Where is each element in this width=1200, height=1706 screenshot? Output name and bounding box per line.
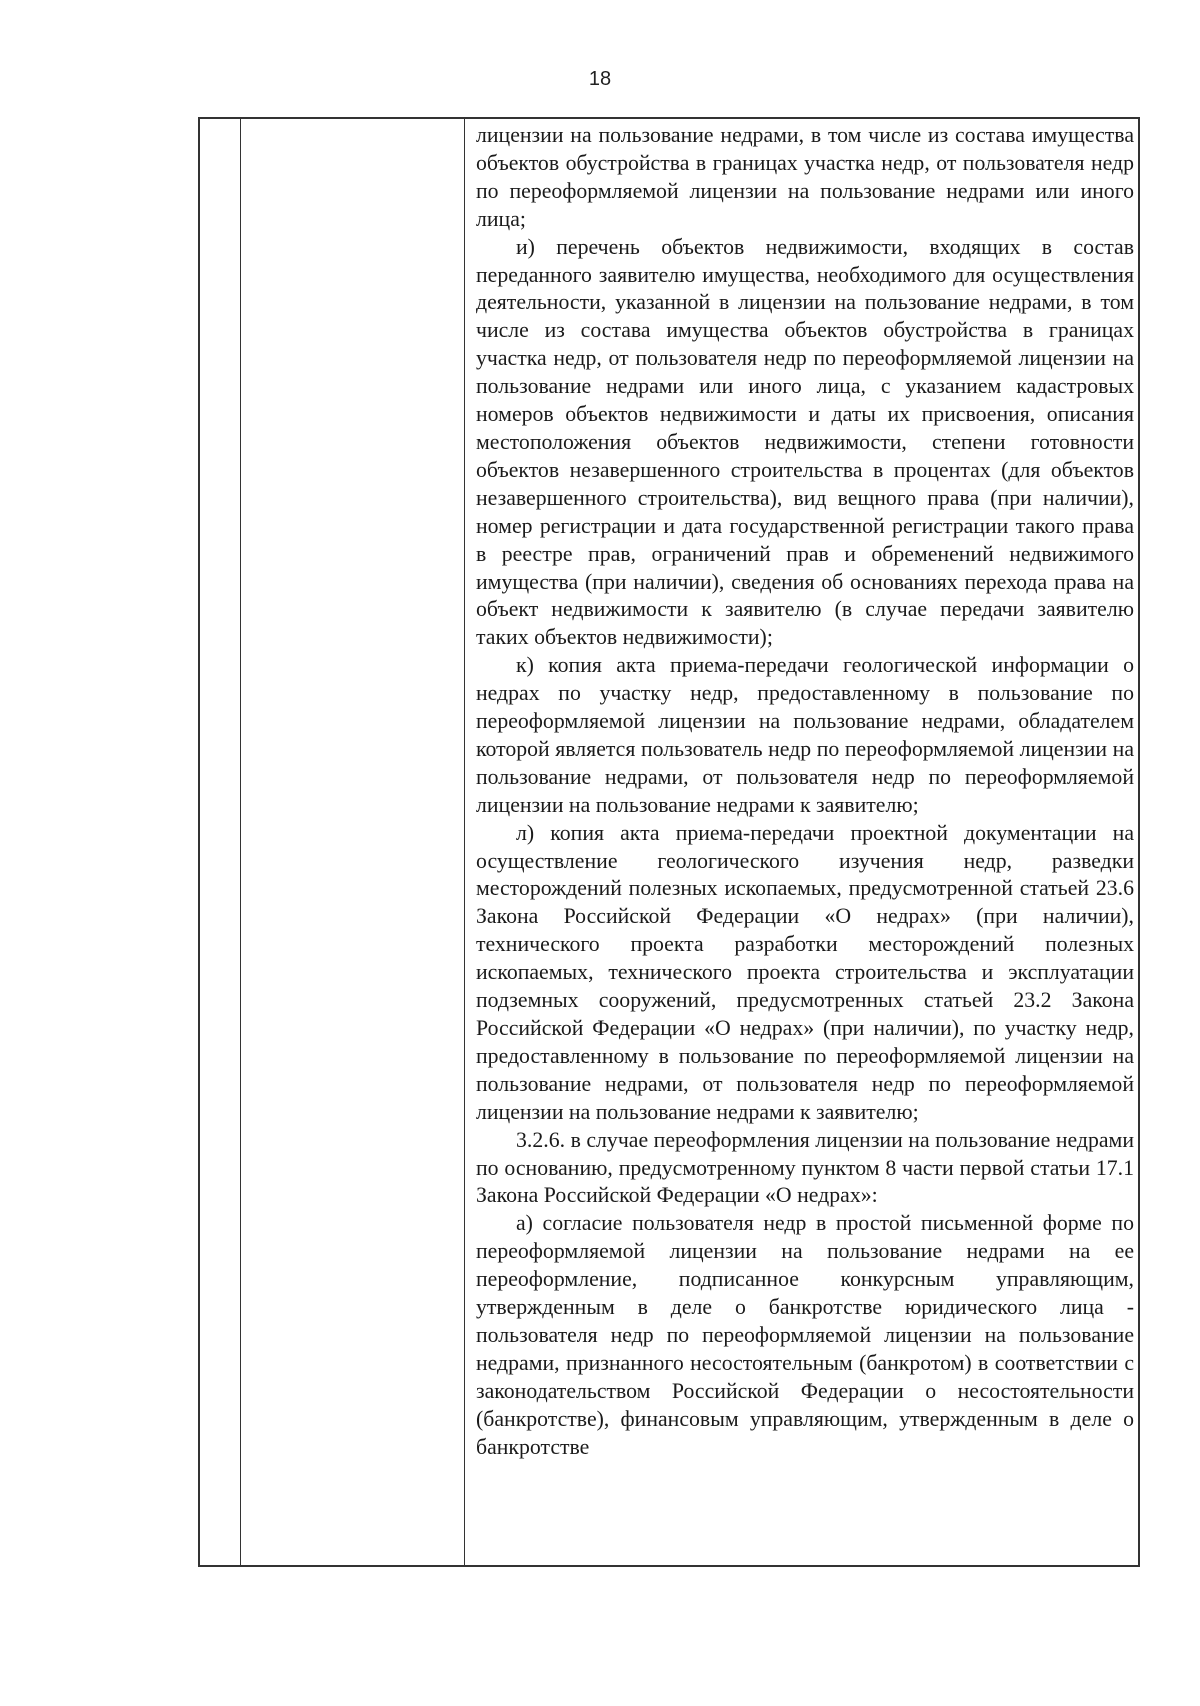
paragraph-clause-3-2-6: 3.2.6. в случае переоформления лицензии на пользование недрами по основанию, предусмотренному пунктом 8 части первой статьи 17.1 Закона Российской Федерации «О недрах»: [476, 1127, 1134, 1208]
paragraph-item-k: к) копия акта приема-передачи геологической информации о недрах по участку недр, предоставленному в пользование по переоформляемой лицензии на пользование недрами, обладателем которой является пользователь недр по переоформляемой лицензии на пользование недрами, от пользователя недр по переоформляемой лицензии на пользование недрами к заявителю; [476, 653, 1134, 817]
column-divider [240, 119, 241, 1565]
column-divider [464, 119, 465, 1565]
paragraph-item-i: и) перечень объектов недвижимости, входящих в состав переданного заявителю имущества, необходимого для осуществления деятельности, указанной в лицензии на пользование недрами, в том числе из состава имущества объектов обустройства в границах участка недр, от пользователя недр по переоформляемой лицензии на пользование недрами или иного лица, с указанием кадастровых номеров объектов недвижимости и даты их присвоения, описания местоположения объектов недвижимости, степени готовности объектов незавершенного строительства в процентах (для объектов незавершенного строительства), вид вещного права (при наличии), номер регистрации и дата государственной регистрации такого права в реестре прав, ограничений прав и обременений недвижимого имущества (при наличии), сведения об основаниях перехода права на объект недвижимости к заявителю (в случае передачи заявителю таких объектов недвижимости); [476, 234, 1134, 650]
document-table [198, 117, 1140, 1567]
table-text-cell [476, 122, 1134, 1565]
paragraph-item-l: л) копия акта приема-передачи проектной документации на осуществление геологического изучения недр, разведки месторождений полезных ископаемых, предусмотренной статьей 23.6 Закона Российской Федерации «О недрах» (при наличии), технического проекта разработки месторождений полезных ископаемых, технического проекта строительства и эксплуатации подземных сооружений, предусмотренных статьей 23.2 Закона Российской Федерации «О недрах» (при наличии), по участку недр, предоставленному в пользование по переоформляемой лицензии на пользование недрами, от пользователя недр по переоформляемой лицензии на пользование недрами к заявителю; [476, 820, 1134, 1124]
page-number: 18 [588, 68, 612, 90]
paragraph-item-a: а) согласие пользователя недр в простой письменной форме по переоформляемой лицензии на пользование недрами на ее переоформление, подписанное конкурсным управляющим, утвержденным в деле о банкротстве юридического лица - пользователя недр по переоформляемой лицензии на пользование недрами, признанного несостоятельным (банкротом) в соответствии с законодательством Российской Федерации о несостоятельности (банкротстве), финансовым управляющим, утвержденным в деле о банкротстве [476, 1211, 1134, 1459]
paragraph-continuation: лицензии на пользование недрами, в том числе из состава имущества объектов обустройства в границах участка недр, от пользователя недр по переоформляемой лицензии на пользование недрами или иного лица; [476, 123, 1134, 231]
